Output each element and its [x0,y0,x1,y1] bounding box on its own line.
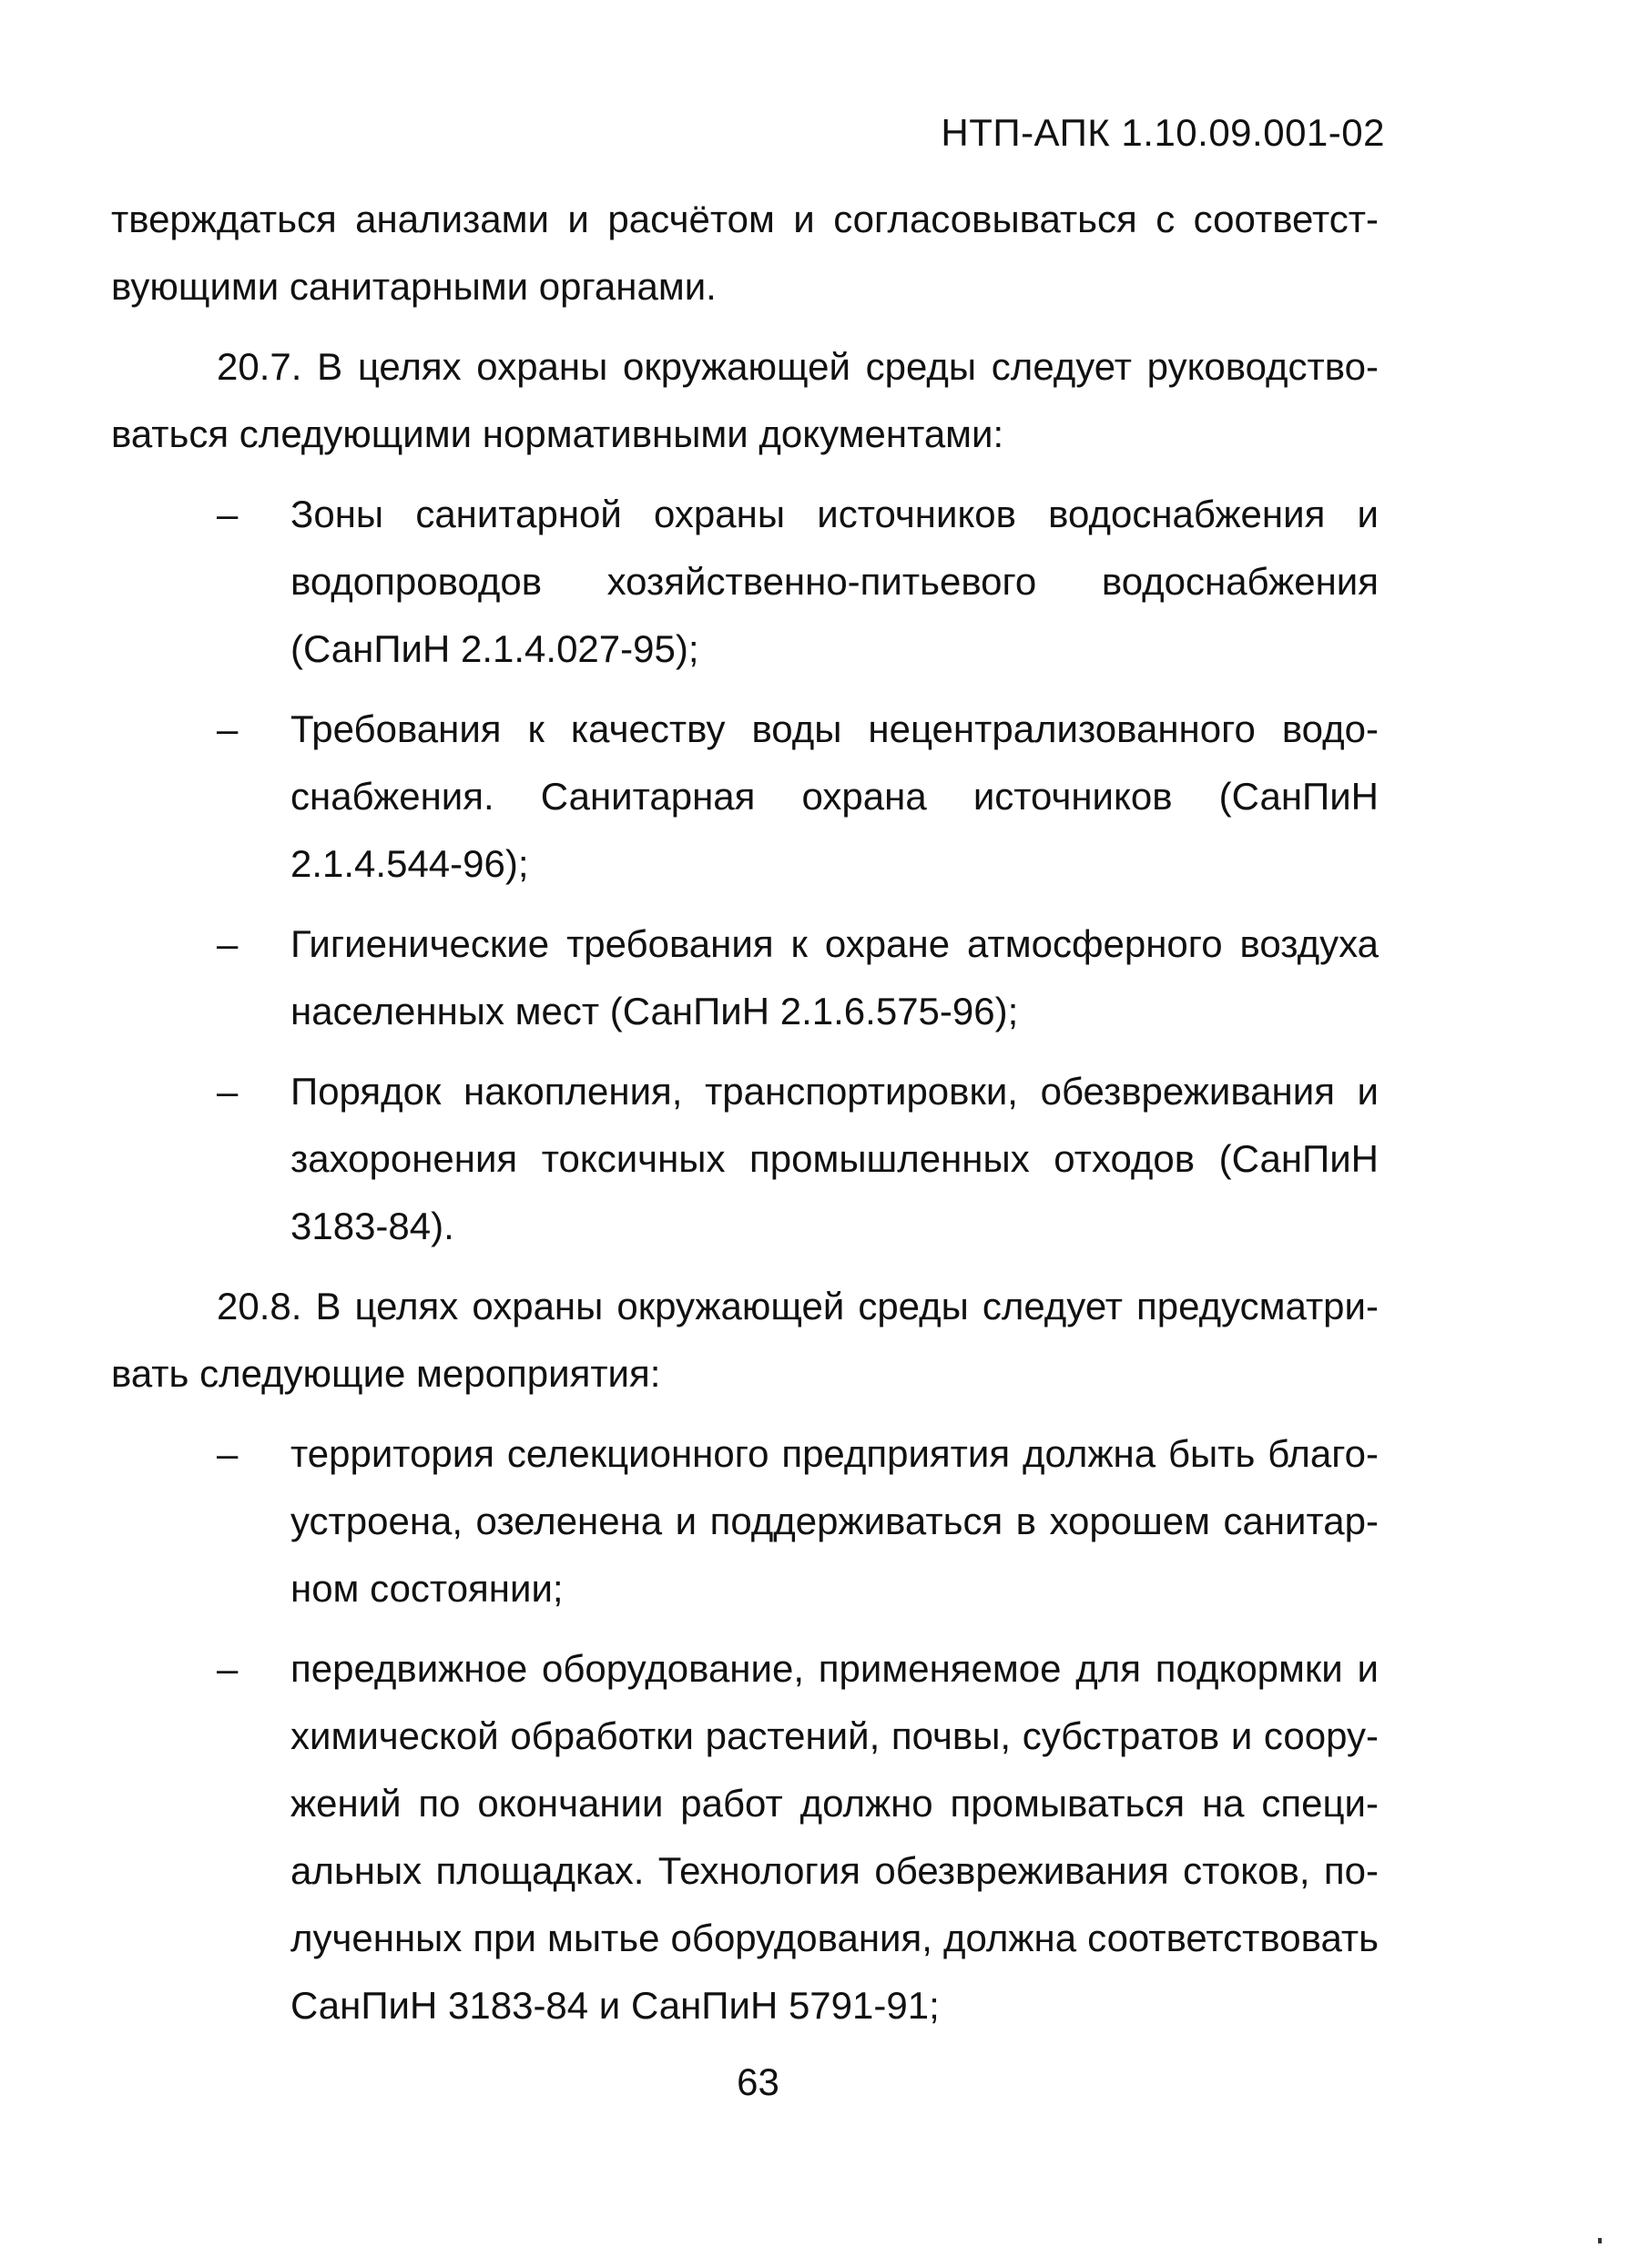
section-20-7-list [111,481,1379,1260]
body-text [111,186,1379,2052]
section-20-8-list [111,1420,1379,2039]
list-item-text: Требования к качеству воды нецентрализованного водоснабжения. Санитарная охрана источников (СанПиН 2.1.4.544-96); [290,707,1379,885]
scan-speck [1598,2238,1602,2243]
list-dash: – [217,493,239,535]
list-dash: – [217,1070,239,1113]
list-item-text: передвижное оборудование, применяемое для подкормки и химической обработки растений, почвы, субстратов и сооружений по окончании работ должно промываться на специальных площадках. Технология обезвреживания стоков, полученных при мытье оборудования, должна соответствовать СанПиН 3183-84 и СанПиН 5791-91; [290,1647,1379,2027]
section-20-8-intro: 20.8. В целях охраны окружающей среды следует предусматривать следующие мероприятия: [111,1285,1379,1395]
list-item-text: Гигиенические требования к охране атмосферного воздуха населенных мест (СанПиН 2.1.6.575-96); [290,922,1379,1032]
list-dash: – [217,922,239,965]
list-dash: – [217,707,239,750]
section-20-7-intro: 20.7. В целях охраны окружающей среды следует руководствоваться следующими нормативными документами: [111,345,1379,455]
list-item [111,1635,1379,2039]
list-item-text: территория селекционного предприятия должна быть благоустроена, озеленена и поддерживаться в хорошем санитарном состоянии; [290,1432,1379,1610]
page-number: 63 [737,2060,779,2103]
list-dash: – [217,1647,239,1690]
document-code: НТП-АПК 1.10.09.001-02 [941,111,1385,154]
list-item [111,1420,1379,1622]
list-dash: – [217,1432,239,1475]
list-item [111,696,1379,898]
list-item [111,910,1379,1045]
list-item-text: Порядок накопления, транспортировки, обезвреживания и захоронения токсичных промышленных отходов (СанПиН 3183-84). [290,1070,1379,1247]
list-item [111,1058,1379,1260]
continuation-paragraph: тверждаться анализами и расчётом и согласовываться с соответствующими санитарными органами. [111,198,1379,308]
list-item [111,481,1379,683]
list-item-text: Зоны санитарной охраны источников водоснабжения и водопроводов хозяйственно-питьевого водоснабжения (СанПиН 2.1.4.027-95); [290,493,1379,670]
